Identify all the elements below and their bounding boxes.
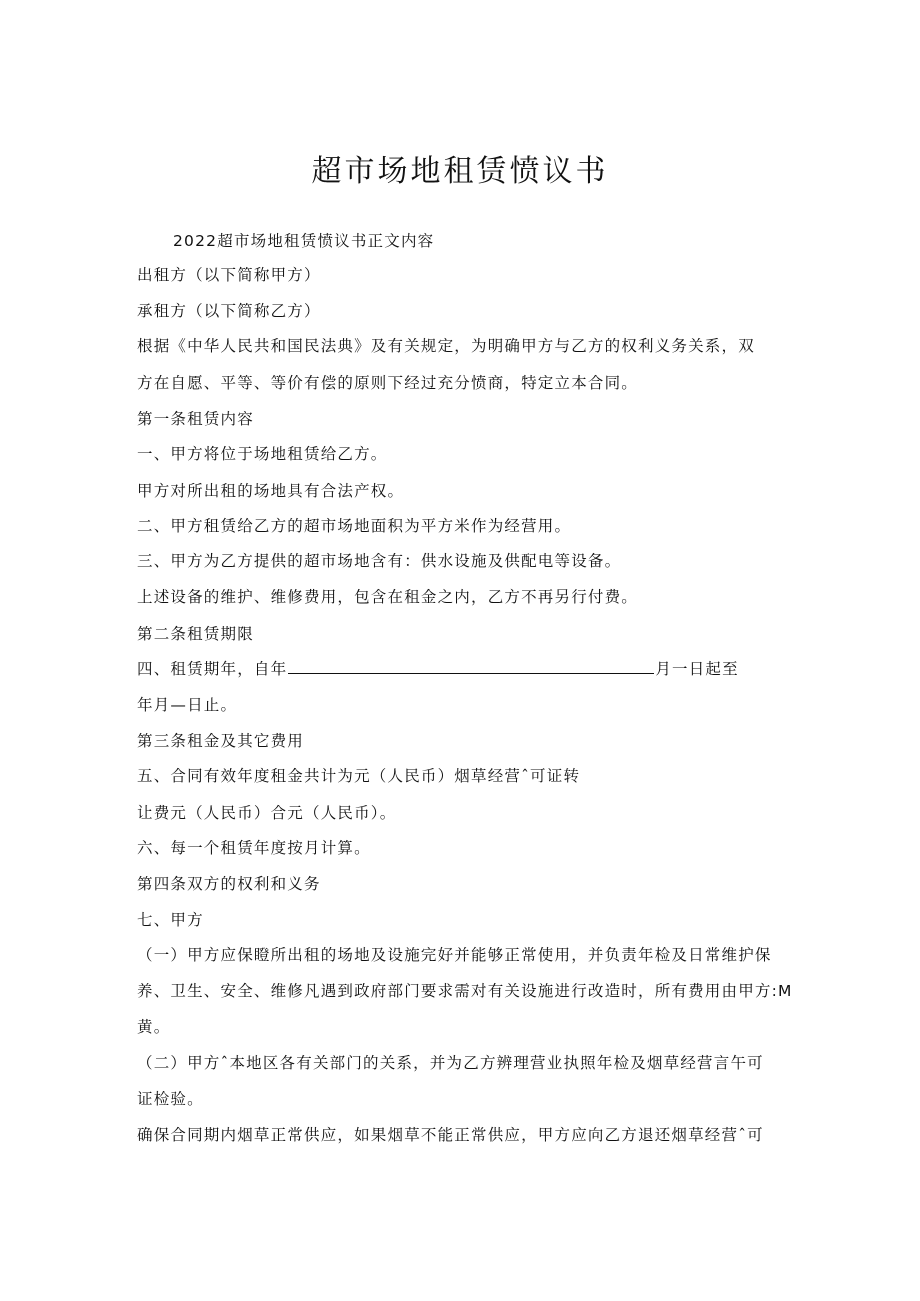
document-subtitle: 2022超市场地租赁愤议书正文内容	[173, 232, 435, 250]
item-2-line-2: 证检验。	[137, 1090, 204, 1108]
clause-4-end: 月一日起至	[655, 660, 739, 678]
document-title: 超市场地租赁愤议书	[311, 154, 609, 189]
clause-6: 六、每一个租赁年度按月计算。	[137, 839, 371, 857]
clause-4-start: 四、租赁期年，自年	[137, 660, 288, 678]
clause-4b: 年月—日止。	[137, 696, 238, 714]
article-1-heading: 第一条租赁内容	[137, 410, 254, 428]
clause-5: 五、合同有效年度租金共计为元（人民币）烟草经营ˆ可证转	[137, 767, 581, 785]
preamble-line-2: 方在自愿、平等、等价有偿的原则下经过充分愤商，特定立本合同。	[137, 374, 639, 392]
preamble-line-1: 根据《中华人民共和国民法典》及有关规定，为明确甲方与乙方的权利义务关系，双	[137, 337, 755, 355]
item-2-line-1: （二）甲方ˆ本地区各有关部门的关系，并为乙方辨理营业执照年检及烟草经营言午可	[137, 1054, 764, 1072]
article-4-heading: 第四条双方的权利和义务	[137, 875, 321, 893]
article-2-heading: 第二条租赁期限	[137, 625, 254, 643]
clause-1b: 甲方对所出租的场地具有合法产权。	[137, 482, 405, 500]
clause-3: 三、甲方为乙方提供的超市场地含有：供水设施及供配电等设备。	[137, 552, 622, 570]
party-a-line: 出租方（以下简称甲方）	[137, 266, 321, 284]
clause-5b: 让费元（人民币）合元（人民币）。	[137, 804, 397, 822]
item-1-line-3: 黄。	[137, 1018, 171, 1036]
item-1-line-2: 养、卫生、安全、维修凡遇到政府部门要求需对有关设施进行改造时，所有费用由甲方:M	[137, 982, 793, 1000]
item-3-line-1: 确保合同期内烟草正常供应，如果烟草不能正常供应，甲方应向乙方退还烟草经营ˆ可	[137, 1126, 764, 1144]
party-b-line: 承租方（以下简称乙方）	[137, 302, 321, 320]
clause-4	[137, 659, 739, 679]
clause-1: 一、甲方将位于场地租赁给乙方。	[137, 445, 388, 463]
fill-in-blank	[288, 659, 654, 674]
article-3-heading: 第三条租金及其它费用	[137, 732, 305, 750]
clause-2: 二、甲方租赁给乙方的超市场地面积为平方米作为经营用。	[137, 517, 572, 535]
clause-7: 七、甲方	[137, 911, 204, 929]
clause-3b: 上述设备的维护、维修费用，包含在租金之内，乙方不再另行付费。	[137, 588, 639, 606]
item-1-line-1: （一）甲方应保瞪所出租的场地及设施完好并能够正常使用，并负责年检及日常维护保	[137, 946, 772, 964]
